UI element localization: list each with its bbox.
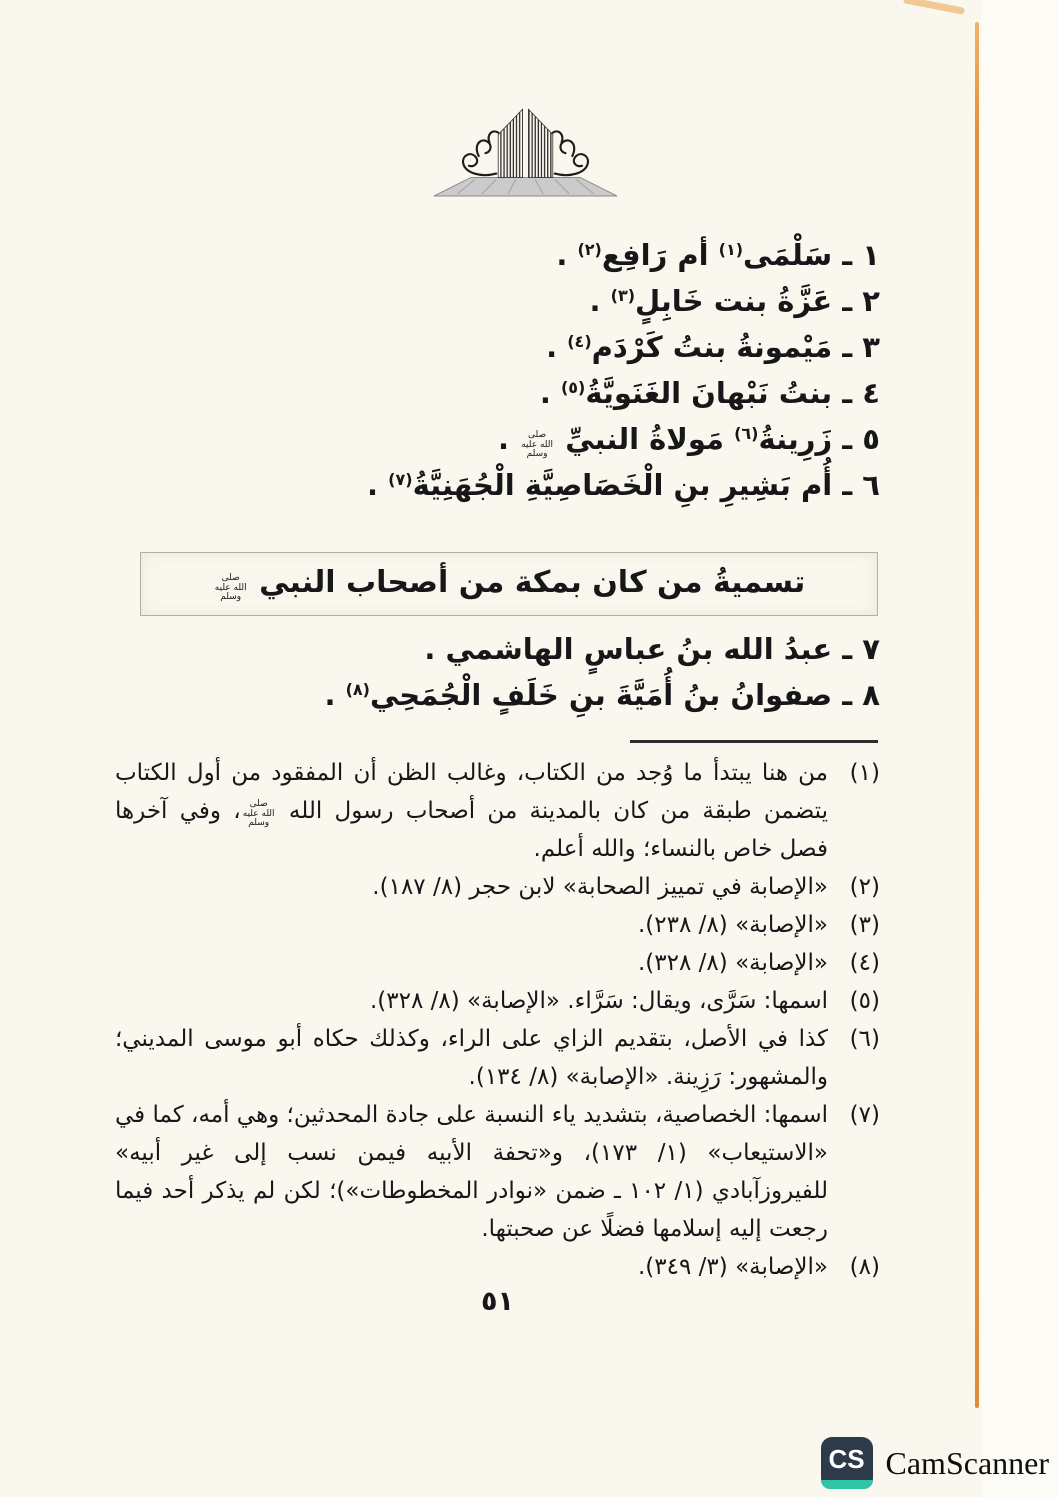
section-heading-box bbox=[140, 552, 878, 616]
footnote-number: (٨) bbox=[849, 1254, 880, 1280]
footnote-6 bbox=[115, 1020, 880, 1096]
footnote-number: (١) bbox=[849, 760, 880, 786]
entry-end: . bbox=[497, 422, 520, 456]
section-title bbox=[213, 565, 806, 602]
footnote-ref: (٤) bbox=[567, 332, 592, 351]
list-item-4 bbox=[115, 370, 880, 416]
list-item-3 bbox=[115, 324, 880, 370]
footnote-7 bbox=[115, 1096, 880, 1248]
footnote-1 bbox=[115, 754, 880, 868]
footnote-2 bbox=[115, 868, 880, 906]
footnote-4 bbox=[115, 944, 880, 982]
footnote-number: (٤) bbox=[849, 950, 880, 976]
footnote-8 bbox=[115, 1248, 880, 1286]
footnote-text-part: ، وفي آخرها فصل خاص بالنساء؛ والله أعلم. bbox=[115, 798, 828, 862]
footnote-text: «الإصابة» (٨/ ٢٣٨). bbox=[638, 912, 828, 938]
footnote-text-part: من هنا يبتدأ ما وُجد من الكتاب، وغالب الظن أن المفقود من أول الكتاب يتضمن طبقة من كان بالمدينة من أصحاب رسول الله bbox=[115, 760, 828, 824]
footnote-text: «الإصابة» (٨/ ٣٢٨). bbox=[638, 950, 828, 976]
entry-text: أم رَافِع bbox=[601, 238, 719, 272]
footnote-text: اسمها: سَرَّى، ويقال: سَرَّاء. «الإصابة» (٨/ ٣٢٨). bbox=[369, 988, 828, 1014]
footnote-text: «الإصابة» (٣/ ٣٤٩). bbox=[638, 1254, 828, 1280]
scan-fold-wisp bbox=[903, 0, 965, 15]
list-item-6 bbox=[115, 462, 880, 508]
section-title-text: تسميةُ من كان بمكة من أصحاب النبي bbox=[259, 565, 806, 601]
footnote-number: (٣) bbox=[849, 912, 880, 938]
ornament-open-book-icon bbox=[428, 100, 623, 215]
sallallahu-alayhi-wasallam-mark: صلى الله عليه وسلم bbox=[521, 430, 554, 459]
companions-mecca-list bbox=[115, 626, 880, 718]
entry-end: . bbox=[424, 632, 446, 666]
footnote-ref: (١) bbox=[718, 240, 744, 259]
list-item-7 bbox=[115, 626, 880, 672]
footnote-ref: (٧) bbox=[388, 470, 413, 489]
camscanner-label: CamScanner bbox=[885, 1444, 1049, 1481]
entry-end: . bbox=[367, 468, 389, 502]
footnote-separator-rule bbox=[630, 740, 878, 743]
entry-end: . bbox=[556, 238, 578, 272]
footnote-ref: (٢) bbox=[577, 240, 602, 259]
entry-text: ٧ ـ عبدُ الله بنُ عباسٍ الهاشمي bbox=[445, 632, 880, 666]
entry-text: ٢ ـ عَزَّةُ بنت خَابِلٍ bbox=[635, 284, 880, 318]
companions-women-list bbox=[115, 232, 880, 508]
cs-logo-teal-bar bbox=[821, 1480, 873, 1489]
footnote-text: كذا في الأصل، بتقديم الزاي على الراء، وكذلك حكاه أبو موسى المديني؛ والمشهور: رَزِينة. «الإصابة» (٨/ ١٣٤). bbox=[115, 1026, 828, 1090]
camscanner-logo-icon bbox=[821, 1437, 873, 1489]
entry-text: ٥ ـ زَرِينةُ bbox=[758, 422, 880, 456]
scan-right-margin bbox=[981, 0, 1058, 1497]
sallallahu-alayhi-wasallam-mark: صلى الله عليه وسلم bbox=[242, 799, 275, 828]
entry-text: ١ ـ سَلْمَى bbox=[743, 238, 880, 272]
footnote-text bbox=[115, 754, 828, 868]
footnote-number: (٢) bbox=[849, 874, 880, 900]
footnotes-block bbox=[115, 754, 880, 1286]
cs-logo-letters: CS bbox=[828, 1444, 865, 1474]
list-item-5 bbox=[115, 416, 880, 462]
footnote-5 bbox=[115, 982, 880, 1020]
sallallahu-alayhi-wasallam-mark: صلى الله عليه وسلم bbox=[214, 573, 247, 603]
entry-text: مَولاةُ النبيِّ bbox=[555, 422, 735, 456]
entry-text: ٦ ـ أُم بَشِيرِ بنِ الْخَصَاصِيَّةِ الْجُهَنِيَّةُ bbox=[412, 468, 880, 502]
footnote-number: (٥) bbox=[849, 988, 880, 1014]
entry-text: ٨ ـ صفوانُ بنُ أُمَيَّةَ بنِ خَلَفٍ الْجُمَحِي bbox=[369, 678, 880, 712]
footnote-ref: (٨) bbox=[345, 680, 370, 699]
scan-fold-line bbox=[975, 22, 979, 1408]
footnote-ref: (٣) bbox=[610, 286, 636, 305]
footnote-ref: (٦) bbox=[734, 424, 759, 443]
entry-end: . bbox=[324, 678, 346, 712]
footnote-3 bbox=[115, 906, 880, 944]
footnote-ref: (٥) bbox=[560, 378, 586, 397]
entry-end: . bbox=[546, 330, 568, 364]
footnote-text: «الإصابة في تمييز الصحابة» لابن حجر (٨/ ١٨٧). bbox=[372, 874, 828, 900]
list-item-2 bbox=[115, 278, 880, 324]
footnote-text: اسمها: الخصاصية، بتشديد ياء النسبة على جادة المحدثين؛ وهي أمه، كما في «الاستيعاب» (١/ ١٧٣)، و«تحفة الأبيه فيمن نسب إلى غير أبيه» للفيروزآبادي (١/ ١٠٢ ـ ضمن «نوادر المخطوطات»)؛ لكن لم يذكر أحد فيما رجعت إليه إسلامها فضلًا عن صحبتها. bbox=[114, 1102, 829, 1242]
entry-end: . bbox=[589, 284, 611, 318]
entry-text: ٤ ـ بنتُ نَبْهانَ الغَنَويَّةُ bbox=[585, 376, 880, 410]
list-item-1 bbox=[115, 232, 880, 278]
list-item-8 bbox=[115, 672, 880, 718]
page-number: ٥١ bbox=[481, 1286, 514, 1317]
footnote-number: (٧) bbox=[849, 1102, 880, 1128]
entry-text: ٣ ـ مَيْمونةُ بنتُ كَرْدَم bbox=[591, 330, 880, 364]
entry-end: . bbox=[539, 376, 561, 410]
footnote-number: (٦) bbox=[849, 1026, 880, 1052]
camscanner-watermark bbox=[821, 1437, 1050, 1489]
